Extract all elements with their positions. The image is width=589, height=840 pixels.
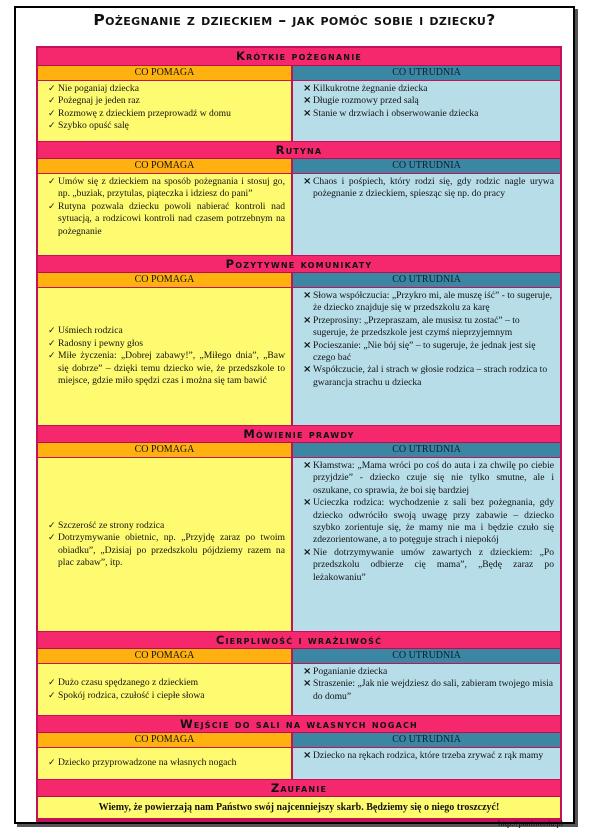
list-item: ✓ Szczerość ze strony rodzica	[48, 520, 285, 532]
list-item: × Kilkukrotne żegnanie dziecka	[303, 83, 554, 95]
list-item: ✓ Miłe życzenia: „Dobrej zabawy!”, „Miłego dnia”, „Baw się dobrze” – dzięki temu dziecko wie, że przedszkole to miejsce, gdzie miło spędzi czas i można się tam bawić	[48, 350, 285, 387]
hinders-cell	[293, 174, 560, 255]
list-item: × Poganianie dziecka	[303, 666, 554, 678]
list-item: ✓ Rozmowę z dzieckiem przeprowadź w domu	[48, 108, 285, 120]
list-item: ✓ Radosny i pewny głos	[48, 338, 285, 350]
hinders-header: CO UTRUDNIA	[293, 159, 560, 173]
footer-link[interactable]: http://panimonia.pl	[498, 818, 563, 828]
page-title: Pożegnanie z dzieckiem – jak pomóc sobie i dziecku?	[93, 11, 496, 29]
section-title-trust: Zaufanie	[38, 780, 560, 797]
helps-header: CO POMAGA	[38, 66, 291, 80]
helps-header: CO POMAGA	[38, 273, 291, 287]
helps-header: CO POMAGA	[38, 159, 291, 173]
trust-statement: Wiemy, że powierzają nam Państwo swój najcenniejszy skarb. Będziemy się o niego troszczyć!	[38, 797, 560, 818]
list-item: × Straszenie: „Jak nie wejdziesz do sali, zabieram twojego misia do domu”	[303, 678, 554, 703]
list-item: ✓ Nie poganiaj dziecka	[48, 83, 285, 95]
hinders-header: CO UTRUDNIA	[293, 649, 560, 663]
hinders-header: CO UTRUDNIA	[293, 66, 560, 80]
hinders-header: CO UTRUDNIA	[293, 273, 560, 287]
list-item: × Długie rozmowy przed salą	[303, 95, 554, 107]
list-item: × Przeprosiny: „Przepraszam, ale musisz tu zostać” – to sugeruje, że przedszkole jest czymś nieprzyjemnym	[303, 315, 554, 340]
section-title-short-goodbye: Krótkie pożegnanie	[38, 48, 560, 66]
list-item: × Ucieczka rodzica: wychodzenie z sali bez pożegnania, gdy dziecko odwróciło swoją uwagę przy zabawie – dziecko szybko zorientuje się, że mamy nie ma i będzie czuło się zdezorientowane, a to potęguje strach i niepokój	[303, 497, 554, 547]
section-title-routine: Rutyna	[38, 142, 560, 159]
list-item: × Stanie w drzwiach i obserwowanie dziecka	[303, 108, 554, 120]
hinders-cell	[293, 288, 560, 425]
hinders-cell	[293, 81, 560, 141]
section-title-telling-truth: Mówienie prawdy	[38, 426, 560, 443]
list-item: ✓ Rutyna pozwala dziecku powoli nabierać kontroli nad sytuacją, a rodzicowi kontroli nad czasem potrzebnym na pożegnanie	[48, 201, 285, 238]
list-item: ✓ Uśmiech rodzica	[48, 325, 285, 337]
helps-cell	[38, 288, 291, 425]
hinders-cell	[293, 748, 560, 779]
section-title-walk-in: Wejście do sali na własnych nogach	[38, 716, 560, 733]
list-item: × Dziecko na rękach rodzica, które trzeba zrywać z rąk mamy	[303, 750, 554, 762]
list-item: ✓ Dużo czasu spędzanego z dzieckiem	[48, 677, 285, 689]
list-item: × Chaos i pośpiech, który rodzi się, gdy rodzic nagle urywa pożegnanie z dzieckiem, spiesząc się np. do pracy	[303, 176, 554, 201]
poster-frame	[14, 6, 575, 824]
section-title-patience: Cierpliwość i wrażliwość	[38, 632, 560, 649]
helps-header: CO POMAGA	[38, 733, 291, 747]
list-item: ✓ Umów się z dzieckiem na sposób pożegnania i stosuj go, np. „buziak, przytulas, piąteczka i idziesz do pani”	[48, 176, 285, 201]
helps-header: CO POMAGA	[38, 649, 291, 663]
hinders-header: CO UTRUDNIA	[293, 733, 560, 747]
list-item: ✓ Dotrzymywanie obietnic, np. „Przyjdę zaraz po twoim obiadku”, „Dzisiaj po przedszkolu pójdziemy razem na plac zabaw”, itp.	[48, 532, 285, 569]
list-item: ✓ Pożegnaj je jeden raz	[48, 95, 285, 107]
helps-cell	[38, 174, 291, 255]
info-table	[36, 46, 562, 822]
list-item: × Nie dotrzymywanie umów zawartych z dzieckiem: „Po przedszkolu odbierze cię mama”, „Będę zaraz po leżakowaniu”	[303, 547, 554, 584]
hinders-cell	[293, 664, 560, 715]
list-item: × Współczucie, żal i strach w głosie rodzica – strach rodzica to gwarancja strachu u dziecka	[303, 364, 554, 389]
list-item: ✓ Dziecko przyprowadzone na własnych nogach	[48, 757, 285, 769]
helps-cell	[38, 458, 291, 631]
hinders-cell	[293, 458, 560, 631]
helps-cell	[38, 81, 291, 141]
helps-cell	[38, 748, 291, 779]
list-item: ✓ Szybko opuść salę	[48, 120, 285, 132]
helps-header: CO POMAGA	[38, 443, 291, 457]
hinders-header: CO UTRUDNIA	[293, 443, 560, 457]
list-item: × Słowa współczucia: „Przykro mi, ale muszę iść” - to sugeruje, że dziecko znajduje się w przedszkolu za karę	[303, 290, 554, 315]
helps-cell	[38, 664, 291, 715]
list-item: ✓ Spokój rodzica, czułość i ciepłe słowa	[48, 690, 285, 702]
list-item: × Kłamstwa: „Mama wróci po coś do auta i za chwilę po ciebie przyjdzie” - dziecko czuje się nie tylko smutne, ale i oszukane, co sprawia, że boi się bardziej	[303, 460, 554, 497]
list-item: × Pocieszanie: „Nie bój się” – to sugeruje, że jednak jest się czego bać	[303, 340, 554, 365]
section-title-positive-messages: Pozytywne komunikaty	[38, 256, 560, 273]
